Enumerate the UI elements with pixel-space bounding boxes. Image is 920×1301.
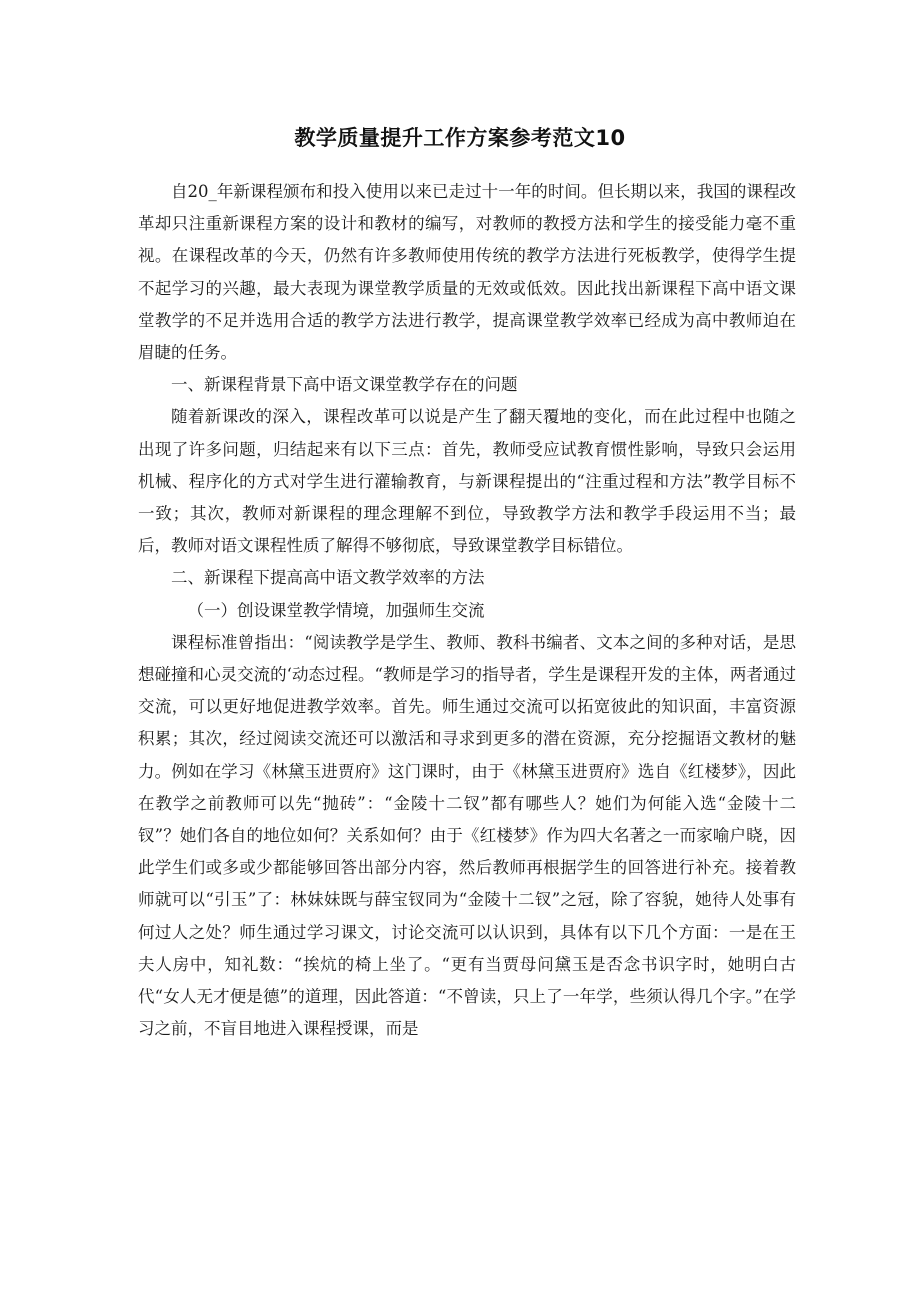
section-heading-2: 二、新课程下提高高中语文教学效率的方法	[171, 568, 485, 588]
document-body	[138, 176, 796, 1045]
section-heading-1: 一、新课程背景下高中语文课堂教学存在的问题	[171, 375, 518, 395]
intro-paragraph: 自20_年新课程颁布和投入使用以来已走过十一年的时间。但长期以来，我国的课程改革却只注重新课程方案的设计和教材的编写，对教师的教授方法和学生的接受能力毫不重视。在课程改革的今天，仍然有许多教师使用传统的教学方法进行死板教学，使得学生提不起学习的兴趣，最大表现为课堂教学质量的无效或低效。因此找出新课程下高中语文课堂教学的不足并选用合适的教学方法进行教学，提高课堂教学效率已经成为高中教师迫在眉睫的任务。	[138, 182, 796, 363]
document-title: 教学质量提升工作方案参考范文10	[294, 126, 626, 150]
body-paragraph: 随着新课改的深入，课程改革可以说是产生了翻天覆地的变化，而在此过程中也随之出现了许多问题，归结起来有以下三点：首先，教师受应试教育惯性影响，导致只会运用机械、程序化的方式对学生进行灌输教育，与新课程提出的“注重过程和方法”教学目标不一致；其次，教师对新课程的理念理解不到位，导致教学方法和教学手段运用不当；最后，教师对语文课程性质了解得不够彻底，导致课堂教学目标错位。	[138, 407, 796, 556]
subsection-heading-1: （一）创设课堂教学情境，加强师生交流	[187, 600, 485, 620]
body-paragraph: 课程标准曾指出：“阅读教学是学生、教师、教科书编者、文本之间的多种对话，是思想碰撞和心灵交流的‘动态过程。“教师是学习的指导者，学生是课程开发的主体，两者通过交流，可以更好地促进教学效率。首先。师生通过交流可以拓宽彼此的知识面，丰富资源积累；其次，经过阅读交流还可以激活和寻求到更多的潜在资源，充分挖掘语文教材的魅力。例如在学习《林黛玉进贾府》这门课时，由于《林黛玉进贾府》选自《红楼梦》，因此在教学之前教师可以先“抛砖”：“金陵十二钗”都有哪些人？她们为何能入选“金陵十二钗”？她们各自的地位如何？关系如何？由于《红楼梦》作为四大名著之一而家喻户晓，因此学生们或多或少都能够回答出部分内容，然后教师再根据学生的回答进行补充。接着教师就可以“引玉”了：林妹妹既与薛宝钗同为“金陵十二钗”之冠，除了容貌，她待人处事有何过人之处？师生通过学习课文，讨论交流可以认识到，具体有以下几个方面：一是在王夫人房中，知礼数：“挨炕的椅上坐了。“更有当贾母问黛玉是否念书识字时，她明白古代“女人无才便是德”的道理，因此答道：“不曾读，只上了一年学，些须认得几个字。”在学习之前，不盲目地进入课程授课，而是	[138, 632, 796, 1039]
